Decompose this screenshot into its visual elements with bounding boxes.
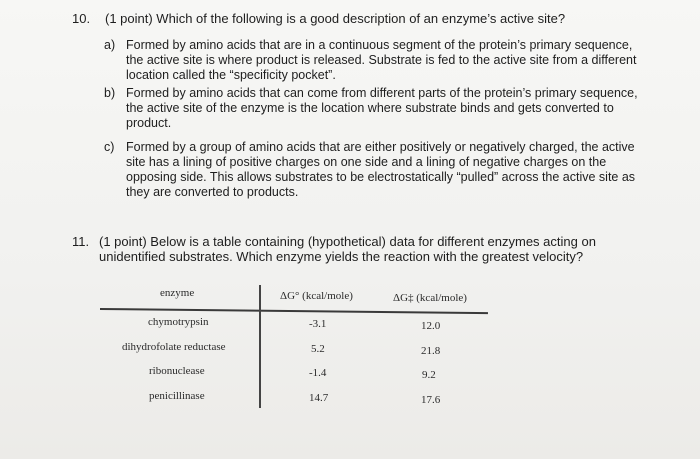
option-c-line: opposing side. This allows substrates to be electrostatically “pulled” across the active site as [126, 170, 636, 184]
option-c [104, 140, 644, 204]
table-header-delta-g-activation: ΔG‡ (kcal/mole) [393, 292, 467, 304]
option-c-label: c) [104, 140, 115, 154]
table-cell-delta-g-activation: 9.2 [422, 369, 436, 381]
option-a-line: location called the “specificity pocket”. [126, 68, 336, 82]
table-cell-enzyme: dihydrofolate reductase [122, 341, 226, 353]
table-cell-delta-g-activation: 21.8 [421, 345, 441, 357]
question-10-number: 10. [72, 11, 91, 26]
option-b-text [126, 86, 638, 131]
question-11-prompt-line: (1 point) Below is a table containing (hypothetical) data for different enzymes acting on [99, 234, 596, 249]
table-cell-enzyme: penicillinase [149, 390, 205, 402]
option-c-line: they are converted to products. [126, 185, 299, 199]
option-c-line: Formed by a group of amino acids that are either positively or negatively charged, the active [126, 140, 635, 154]
question-10-prompt [105, 11, 565, 26]
table-cell-delta-g: 5.2 [311, 343, 325, 355]
option-c-text [126, 140, 635, 200]
question-11-prompt-line: unidentified substrates. Which enzyme yields the reaction with the greatest velocity? [99, 249, 584, 264]
option-b-line: the active site of the enzyme is the location where substrate binds and gets converted to [126, 101, 614, 115]
table-column-divider [259, 285, 261, 408]
table-cell-delta-g-activation: 12.0 [421, 320, 441, 332]
option-c-line: site has a lining of positive charges on one side and a lining of negative charges on the [126, 155, 607, 169]
question-10-prompt-line: (1 point) Which of the following is a good description of an enzyme’s active site? [105, 11, 566, 26]
table-cell-enzyme: chymotrypsin [148, 316, 209, 328]
option-a-text [126, 38, 636, 83]
table-header-delta-g: ΔG° (kcal/mole) [280, 290, 353, 302]
table-cell-delta-g: 14.7 [309, 392, 329, 404]
table-cell-delta-g-activation: 17.6 [421, 394, 441, 406]
option-b [104, 86, 644, 134]
table-header-rule [100, 308, 488, 314]
option-b-line: Formed by amino acids that can come from different parts of the protein’s primary sequence, [126, 86, 638, 100]
option-b-line: product. [126, 116, 172, 130]
question-11-prompt [99, 234, 596, 264]
option-a-line: the active site is where product is released. Substrate is fed to the active site from a different [126, 53, 637, 67]
option-b-label: b) [104, 86, 116, 100]
table-cell-delta-g: -3.1 [309, 318, 327, 330]
table-cell-enzyme: ribonuclease [149, 365, 205, 377]
table-header-enzyme: enzyme [160, 287, 195, 299]
table-cell-delta-g: -1.4 [309, 367, 327, 379]
option-a-label: a) [104, 38, 116, 52]
question-11-number: 11. [72, 234, 90, 249]
option-a-line: Formed by amino acids that are in a continuous segment of the protein’s primary sequence, [126, 38, 633, 52]
option-a [104, 38, 644, 86]
